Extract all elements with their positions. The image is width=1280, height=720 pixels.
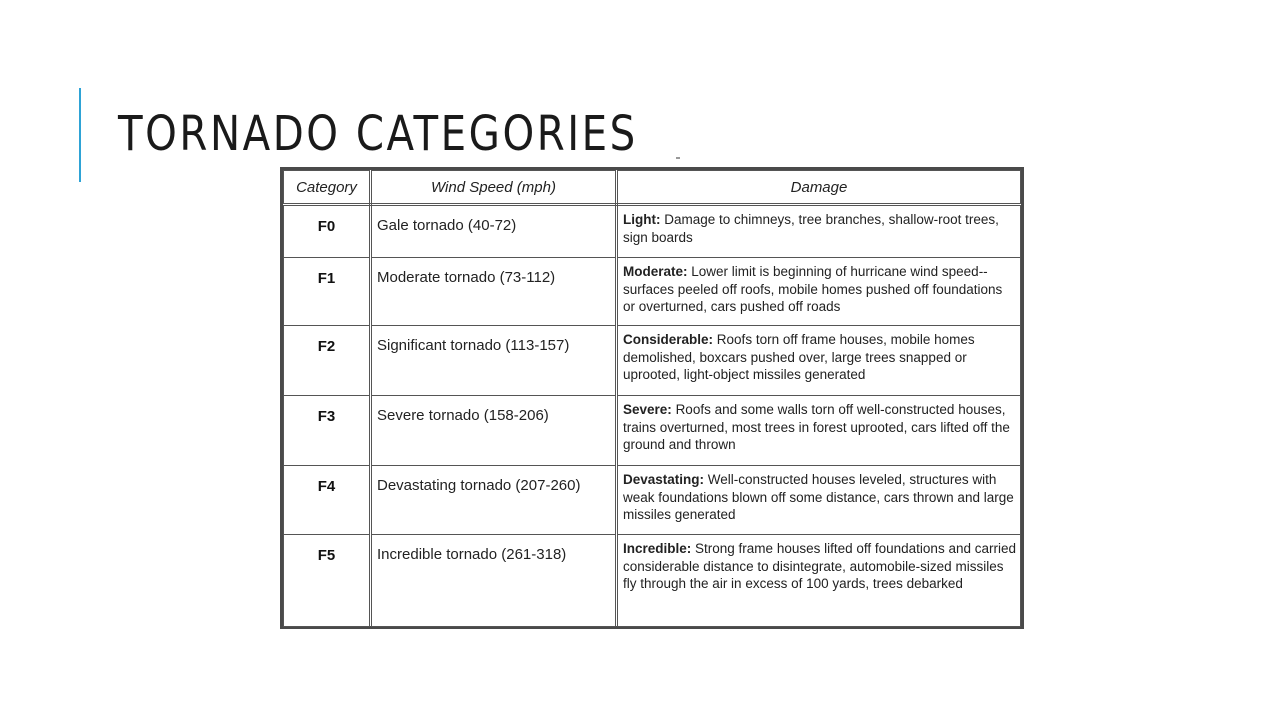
damage-cell: [617, 396, 1021, 466]
damage-cell: [617, 326, 1021, 396]
table-row: [284, 326, 1021, 396]
wind-speed-cell: Devastating tornado (207-260): [371, 466, 617, 535]
column-header-wind-speed: Wind Speed (mph): [371, 171, 617, 205]
wind-speed-cell: Severe tornado (158-206): [371, 396, 617, 466]
damage-cell: [617, 258, 1021, 326]
category-cell: F3: [284, 396, 371, 466]
damage-label: Severe:: [623, 402, 672, 417]
damage-text: Roofs torn off frame houses, mobile homes demolished, boxcars pushed over, large trees snapped or uprooted, light-object missiles generated: [623, 332, 975, 382]
damage-text: Roofs and some walls torn off well-constructed houses, trains overturned, most trees in forest uprooted, cars lifted off the ground and thrown: [623, 402, 1010, 452]
damage-label: Incredible:: [623, 541, 692, 556]
damage-text: Well-constructed houses leveled, structures with weak foundations blown off some distance, cars thrown and large missiles generated: [623, 472, 1014, 522]
damage-label: Devastating:: [623, 472, 705, 487]
wind-speed-cell: Moderate tornado (73-112): [371, 258, 617, 326]
table-row: [284, 535, 1021, 627]
column-header-category: Category: [284, 171, 371, 205]
table-row: [284, 466, 1021, 535]
category-cell: F4: [284, 466, 371, 535]
table-row: [284, 396, 1021, 466]
damage-label: Light:: [623, 212, 661, 227]
category-cell: F5: [284, 535, 371, 627]
damage-label: Considerable:: [623, 332, 714, 347]
tornado-category-table: [280, 167, 1024, 629]
damage-cell: [617, 535, 1021, 627]
damage-text: Damage to chimneys, tree branches, shallow-root trees, sign boards: [623, 212, 999, 245]
column-header-damage: Damage: [617, 171, 1021, 205]
category-cell: F0: [284, 205, 371, 258]
title-accent-bar: [79, 88, 81, 182]
damage-text: Lower limit is beginning of hurricane wind speed--surfaces peeled off roofs, mobile homes pushed off foundations or overturned, cars pushed off roads: [623, 264, 1003, 314]
category-cell: F2: [284, 326, 371, 396]
damage-cell: [617, 205, 1021, 258]
table-header-row: [284, 171, 1021, 205]
damage-text: Strong frame houses lifted off foundations and carried considerable distance to disintegrate, automobile-sized missiles fly through the air in excess of 100 yards, trees debarked: [623, 541, 1016, 591]
category-cell: F1: [284, 258, 371, 326]
wind-speed-cell: Incredible tornado (261-318): [371, 535, 617, 627]
wind-speed-cell: Significant tornado (113-157): [371, 326, 617, 396]
table-grid: [283, 170, 1021, 627]
wind-speed-cell: Gale tornado (40-72): [371, 205, 617, 258]
damage-cell: [617, 466, 1021, 535]
damage-label: Moderate:: [623, 264, 688, 279]
slide-title: TORNADO CATEGORIES: [118, 106, 638, 162]
table-row: [284, 205, 1021, 258]
scan-artifact-mark: [676, 157, 680, 159]
table-row: [284, 258, 1021, 326]
